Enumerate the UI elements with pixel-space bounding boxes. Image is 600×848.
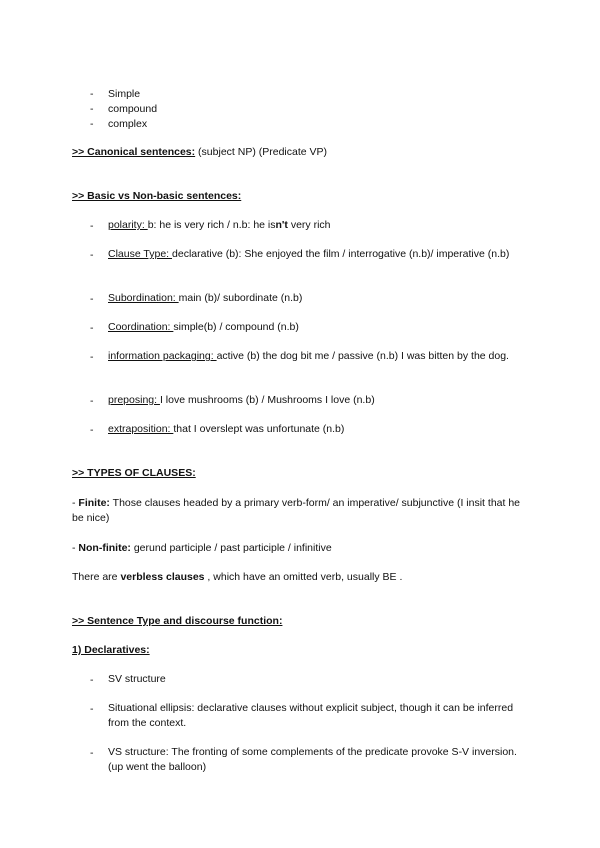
term: preposing: <box>108 394 160 406</box>
section-heading <box>72 615 282 628</box>
bullet-dash: - <box>90 322 94 334</box>
definition-tail: very rich <box>287 219 331 231</box>
section-heading: >> Canonical sentences: <box>72 146 196 158</box>
finite-label: Finite: <box>78 497 110 509</box>
canonical-text: (subject NP) (Predicate VP) <box>195 146 328 158</box>
verbless-term: verbless clauses <box>120 571 205 583</box>
term: Coordination: <box>108 321 174 333</box>
list-item: SV structure <box>108 673 166 685</box>
bullet-dash: - <box>90 249 94 261</box>
verbless-post: , which have an omitted verb, usually BE . <box>204 571 403 583</box>
bullet-dash: - <box>90 395 94 407</box>
verbless-paragraph <box>72 570 522 585</box>
definition: b: he is very rich / n.b: he is <box>147 219 276 231</box>
bullet-dash: - <box>90 703 94 715</box>
definition: active (b) the dog bit me / passive (n.b) I was bitten by the dog. <box>216 350 509 362</box>
list-item: complex <box>108 118 148 130</box>
section-heading <box>72 190 241 203</box>
verbless-pre: There are <box>72 571 121 583</box>
list-item <box>108 349 528 364</box>
bullet-dash: - <box>90 220 94 232</box>
declaratives-heading: 1) Declaratives: <box>72 644 150 656</box>
discourse-heading: >> Sentence Type and discourse function: <box>72 615 283 627</box>
clauses-heading: >> TYPES OF CLAUSES: <box>72 467 196 479</box>
finite-paragraph: - Finite: Those clauses headed by a primary verb-form/ an imperative/ subjunctive (I insit that he be nice) <box>72 497 521 524</box>
nonfinite-paragraph: - Non-finite: gerund participle / past participle / infinitive <box>72 542 332 554</box>
term: information packaging: <box>108 350 217 362</box>
bullet-dash: - <box>90 674 94 686</box>
term: extraposition: <box>108 423 174 435</box>
definition: simple(b) / compound (n.b) <box>173 321 299 333</box>
definition: main (b)/ subordinate (n.b) <box>178 292 303 304</box>
term: Subordination: <box>108 292 179 304</box>
section-heading <box>72 467 196 480</box>
list-item <box>108 393 528 408</box>
nonfinite-text: gerund participle / past participle / infinitive <box>130 542 332 554</box>
list-item <box>108 218 528 233</box>
definition: I love mushrooms (b) / Mushrooms I love (n.b) <box>159 394 375 406</box>
basic-heading: >> Basic vs Non-basic sentences: <box>72 190 242 202</box>
list-item: compound <box>108 103 158 115</box>
list-item <box>108 247 528 262</box>
list-item: Situational ellipsis: declarative clauses without explicit subject, though it can be inferred from the context. <box>108 702 514 729</box>
list-item <box>108 422 528 437</box>
bullet-dash: - <box>90 88 94 100</box>
definition: declarative (b): She enjoyed the film / interrogative (n.b)/ imperative (n.b) <box>172 248 510 260</box>
list-item <box>108 320 528 335</box>
nonfinite-label: Non-finite: <box>78 542 131 554</box>
term: Clause Type: <box>108 248 173 260</box>
bullet-dash: - <box>90 424 94 436</box>
canonical-line <box>72 146 327 159</box>
emphasis: n't <box>275 219 288 231</box>
finite-text: Those clauses headed by a primary verb-form/ an imperative/ subjunctive (I insit that he be nice) <box>72 497 521 524</box>
bullet-dash: - <box>90 747 94 759</box>
list-item <box>108 291 528 306</box>
bullet-dash: - <box>90 293 94 305</box>
list-item: VS structure: The fronting of some complements of the predicate provoke S-V inversion. (up went the balloon) <box>108 746 517 773</box>
subsection-heading <box>72 644 150 657</box>
list-item: Simple <box>108 88 141 100</box>
bullet-dash: - <box>90 103 94 115</box>
bullet-dash: - <box>90 118 94 130</box>
definition: that I overslept was unfortunate (n.b) <box>173 423 345 435</box>
term: polarity: <box>108 219 148 231</box>
bullet-dash: - <box>90 351 94 363</box>
